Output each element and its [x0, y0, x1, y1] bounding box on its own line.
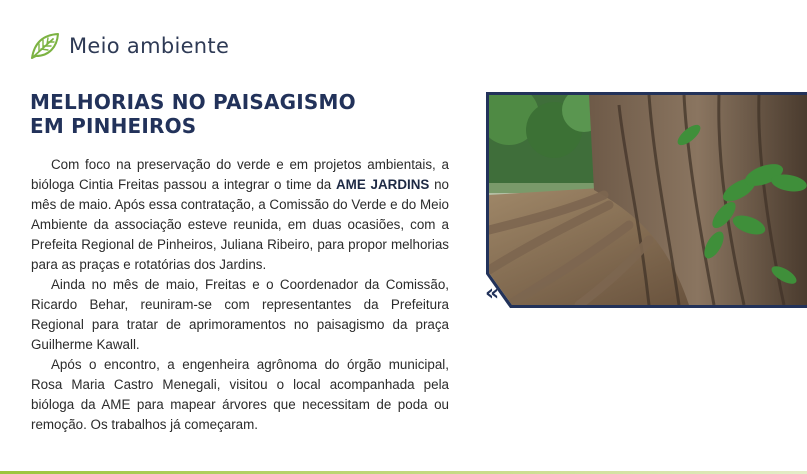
carousel-prev-button[interactable]: « [485, 281, 500, 306]
paragraph-1-text-a: Com foco na preservação do verde e em projetos ambientais, a bióloga Cintia Freitas passou a integrar o time da [31, 157, 449, 192]
section-title: Meio ambiente [69, 34, 230, 58]
article-paragraph-2: Ainda no mês de maio, Freitas e o Coordenador da Comissão, Ricardo Behar, reuniram-se com representantes da Prefeitura Regional para tratar de aprimoramentos no paisagismo da praça Guilherme Kawall. [31, 277, 449, 352]
headline-line-2: EM PINHEIROS [30, 114, 197, 138]
paragraph-1-text-b: no mês de maio. Após essa contratação, a Comissão do Verde e do Meio Ambiente da associação esteve reunida, em duas ocasiões, com a Prefeita Regional de Pinheiros, Juliana Ribeiro, para propor melhorias para as praças e rotatórias dos Jardins. [31, 177, 449, 272]
photo-frame [486, 92, 807, 308]
tree-roots-photo [489, 95, 807, 305]
section-header [29, 30, 229, 62]
article-body [31, 155, 449, 435]
leaf-icon [29, 31, 61, 61]
article-paragraph-1 [31, 155, 449, 275]
article-headline [30, 90, 356, 138]
headline-line-1: MELHORIAS NO PAISAGISMO [30, 90, 356, 114]
article-paragraph-3: Após o encontro, a engenheira agrônoma do órgão municipal, Rosa Maria Castro Menegali, visitou o local acompanhada pela bióloga da AME para mapear árvores que necessitam de poda ou remoção. Os trabalhos já começaram. [31, 357, 449, 432]
ame-jardins-brand: AME JARDINS [336, 177, 430, 192]
